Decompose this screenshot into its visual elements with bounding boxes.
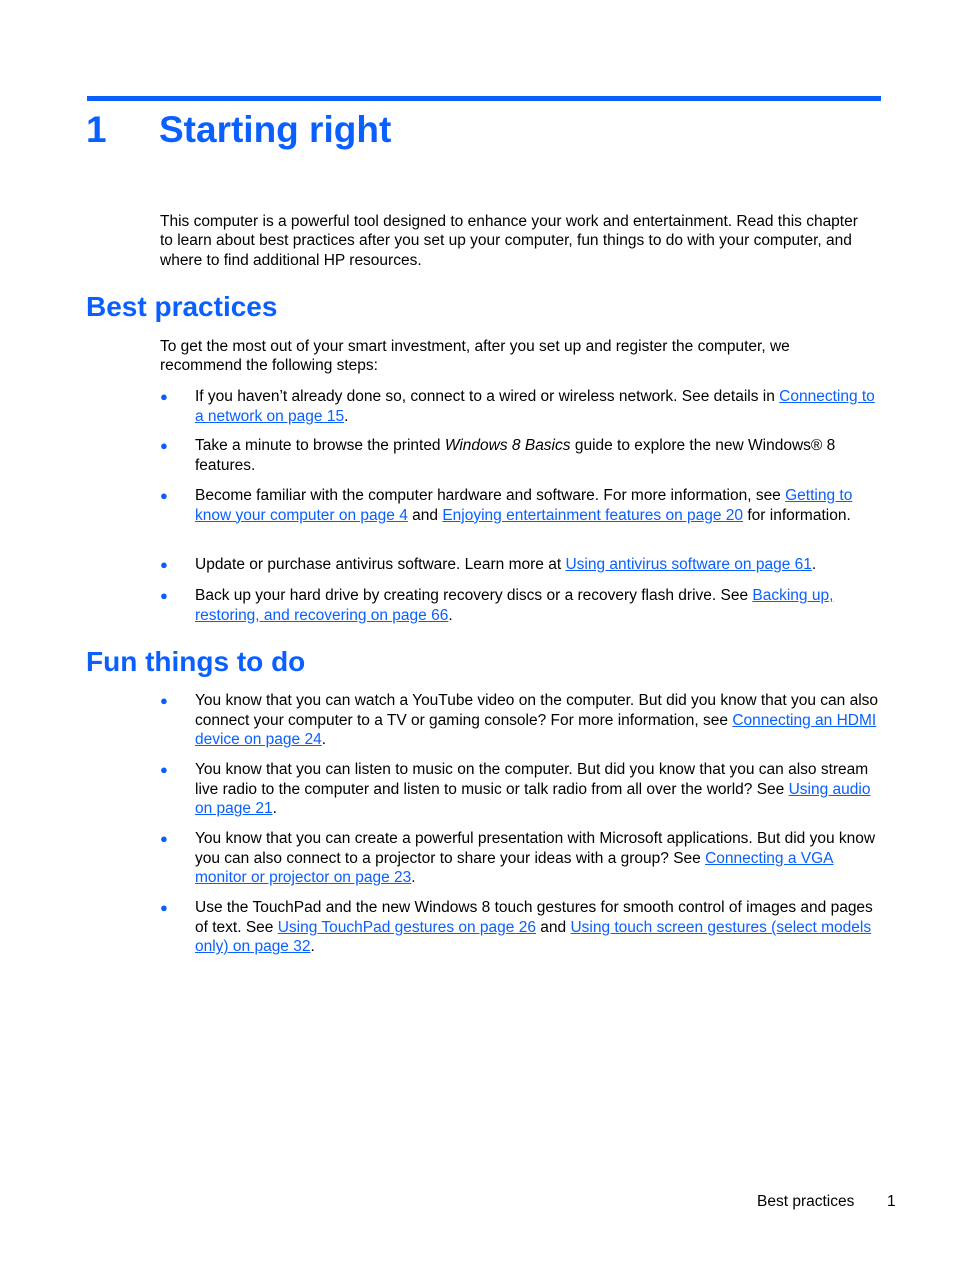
- list-item: [160, 829, 885, 888]
- list-item-text: [195, 691, 885, 750]
- bullet-icon: ●: [160, 557, 168, 572]
- link-antivirus[interactable]: Using antivirus software on page 61: [565, 556, 812, 573]
- list-item-text: [195, 586, 885, 625]
- bullet-icon: ●: [160, 693, 168, 708]
- chapter-title: [86, 106, 391, 154]
- chapter-intro: This computer is a powerful tool designed to enhance your work and entertainment. Read this chapter to learn about best practices after you set up your computer, fun things to do with your computer, and where to find additional HP resources.: [160, 213, 858, 269]
- list-item-text: [195, 387, 885, 426]
- list-item-text: [195, 898, 885, 957]
- list-item: [160, 760, 885, 819]
- item-text: Take a minute to browse the printed: [195, 437, 445, 454]
- footer-section: Best practices: [757, 1193, 855, 1210]
- footer-page-number: 1: [887, 1193, 896, 1210]
- link-using-audio[interactable]: Using audio on page 21: [195, 780, 871, 818]
- list-item: [160, 898, 885, 957]
- list-item: [160, 691, 885, 750]
- bullet-icon: ●: [160, 438, 168, 453]
- list-item: [160, 486, 885, 525]
- item-text: for information.: [743, 506, 851, 524]
- item-text: .: [321, 731, 326, 749]
- list-item: [160, 436, 885, 475]
- link-hdmi-device[interactable]: Connecting an HDMI device on page 24: [195, 711, 877, 749]
- bullet-icon: ●: [160, 389, 168, 404]
- bullet-icon: ●: [160, 762, 168, 777]
- link-vga-monitor[interactable]: Connecting a VGA monitor or projector on page 23: [195, 849, 834, 887]
- item-text: .: [448, 606, 453, 624]
- item-text: .: [411, 869, 416, 887]
- link-touchpad-gestures[interactable]: Using TouchPad gestures on page 26: [277, 918, 536, 936]
- list-item: [160, 555, 885, 575]
- item-text: .: [344, 407, 349, 425]
- item-text: Back up your hard drive by creating recovery discs or a recovery flash drive. See: [195, 587, 753, 604]
- chapter-rule: [87, 96, 881, 101]
- item-text: You know that you can listen to music on the computer. But did you know that you can also stream live radio to the computer and listen to music or talk radio from all over the world? See: [195, 761, 869, 798]
- item-text: .: [272, 800, 277, 818]
- best-practices-heading: Best practices: [86, 291, 278, 322]
- item-text: If you haven’t already done so, connect to a wired or wireless network. See details in: [195, 388, 780, 405]
- item-text: and: [407, 506, 443, 524]
- item-text: Become familiar with the computer hardware and software. For more information, see: [195, 487, 786, 504]
- item-text: You know that you can watch a YouTube video on the computer. But did you know that you can also connect your computer to a TV or gaming console? For more information, see: [195, 692, 879, 729]
- list-item: [160, 387, 885, 426]
- bullet-icon: ●: [160, 588, 168, 603]
- list-item-text: [195, 555, 885, 575]
- best-practices-intro: To get the most out of your smart investment, after you set up and register the computer, we recommend the following steps:: [160, 338, 790, 375]
- list-item-text: [195, 829, 885, 888]
- list-item-text: [195, 436, 865, 475]
- item-text: .: [310, 938, 315, 956]
- chapter-title-text: Starting right: [159, 109, 392, 150]
- item-text: .: [811, 556, 817, 573]
- link-entertainment-features[interactable]: Enjoying entertainment features on page 20: [442, 506, 744, 524]
- link-backing-up[interactable]: Backing up, restoring, and recovering on page 66: [195, 587, 834, 624]
- bullet-icon: ●: [160, 488, 168, 503]
- list-item: [160, 586, 885, 625]
- chapter-number: 1: [86, 109, 107, 150]
- list-item-text: [195, 486, 885, 525]
- fun-things-heading: Fun things to do: [86, 646, 306, 677]
- item-text: Use the TouchPad and the new Windows 8 touch gestures for smooth control of images and pages of text. See: [195, 899, 873, 936]
- list-item-text: [195, 760, 885, 819]
- link-connecting-network[interactable]: Connecting to a network on page 15: [195, 388, 875, 425]
- link-getting-to-know[interactable]: Getting to know your computer on page 4: [195, 487, 853, 524]
- item-emphasis: Windows 8 Basics: [444, 437, 571, 454]
- item-text: Update or purchase antivirus software. Learn more at: [195, 556, 566, 573]
- item-text: guide to explore the new Windows® 8 features.: [195, 437, 836, 474]
- link-touch-screen-gestures[interactable]: Using touch screen gestures (select models only) on page 32: [195, 918, 872, 956]
- bullet-icon: ●: [160, 900, 168, 915]
- bullet-icon: ●: [160, 831, 168, 846]
- item-text: and: [535, 918, 571, 936]
- item-text: You know that you can create a powerful presentation with Microsoft applications. But did you know you can also connect to a projector to share your ideas with a group? See: [195, 830, 876, 867]
